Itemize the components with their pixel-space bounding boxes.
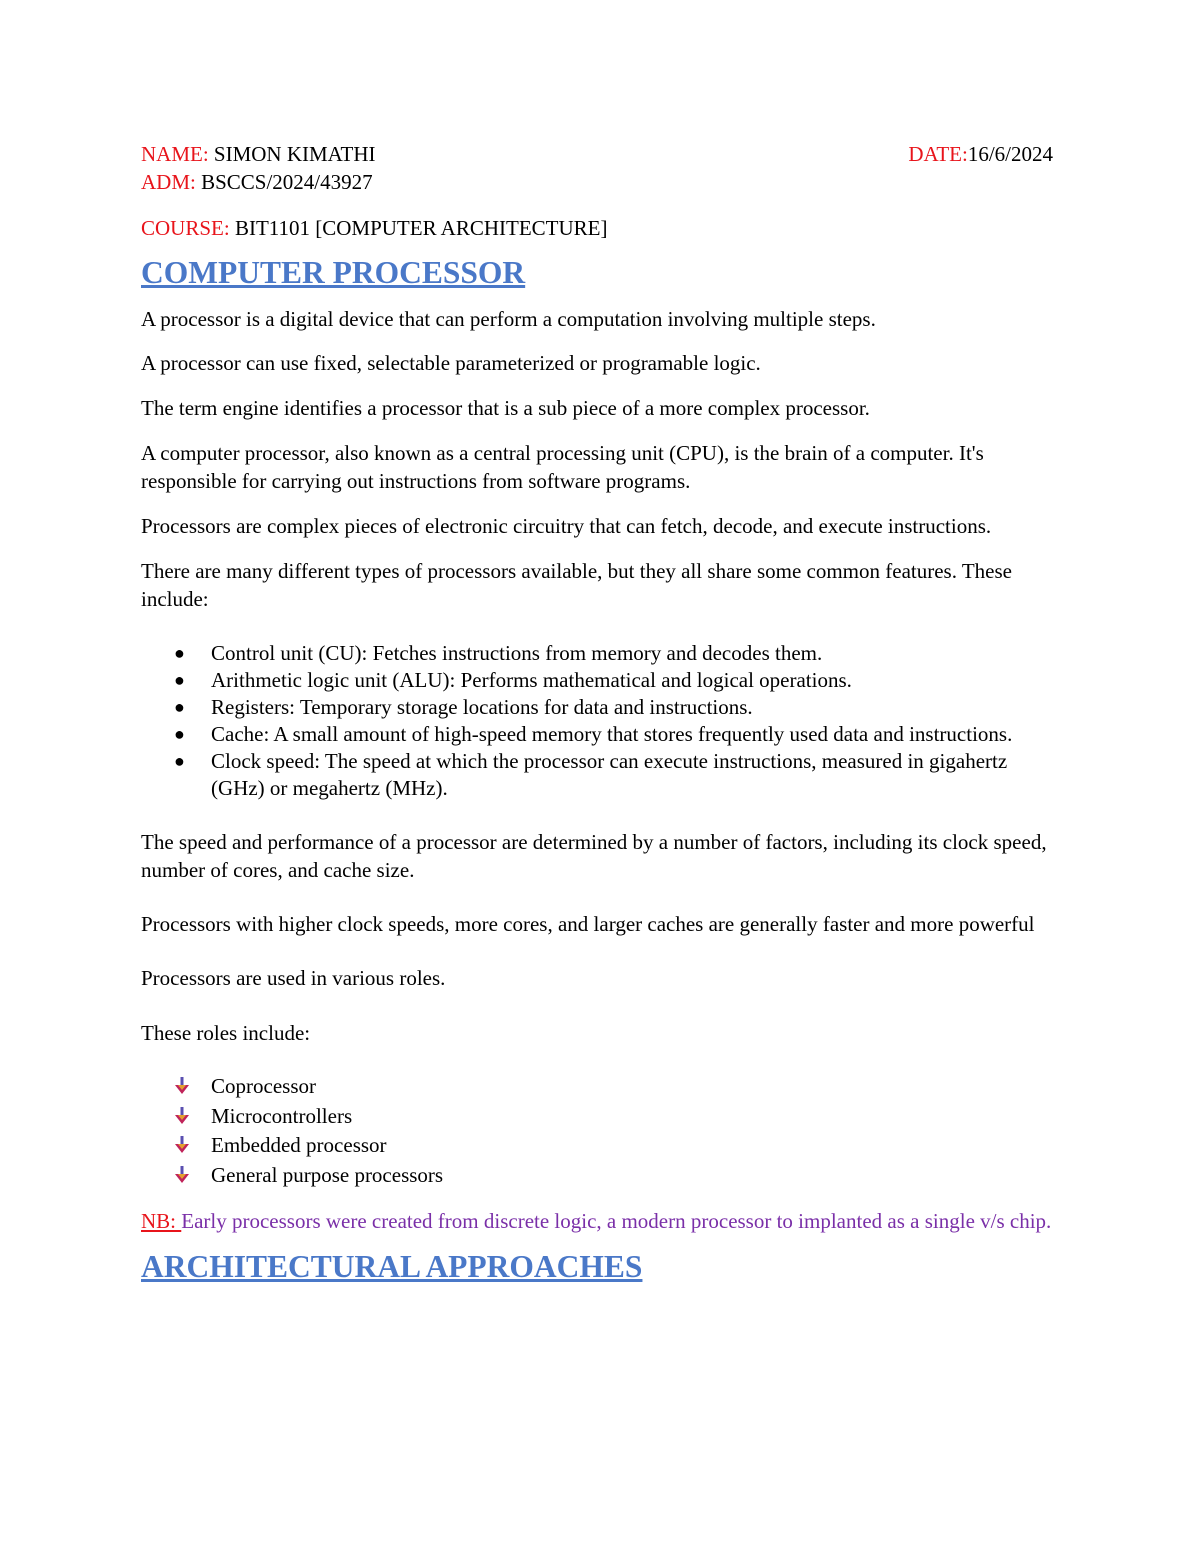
feature-text: Control unit (CU): Fetches instructions from memory and decodes them. — [211, 641, 823, 665]
list-item — [174, 748, 1061, 802]
paragraph: The speed and performance of a processor are determined by a number of factors, including its clock speed, number of cores, and cache size. — [141, 830, 1047, 882]
nb-text: Early processors were created from discrete logic, a modern processor to implanted as a single v/s chip. — [181, 1209, 1052, 1233]
name-field — [141, 140, 376, 168]
list-item — [174, 667, 1061, 694]
role-text: Embedded processor — [211, 1133, 387, 1157]
paragraph: There are many different types of processors available, but they all share some common features. These include: — [141, 559, 1012, 611]
list-item — [211, 1102, 1061, 1132]
name-value: SIMON KIMATHI — [208, 142, 376, 166]
course-label: COURSE: — [141, 216, 230, 240]
bullet-dot-icon: ● — [174, 751, 185, 771]
feature-text: Arithmetic logic unit (ALU): Performs mathematical and logical operations. — [211, 668, 852, 692]
nb-note — [141, 1206, 1061, 1236]
list-item — [174, 694, 1061, 721]
date-label: DATE: — [908, 142, 968, 166]
nb-label: NB: — [141, 1209, 182, 1233]
course-line — [141, 214, 1061, 242]
list-item — [174, 640, 1061, 667]
section-heading-architectural-approaches: ARCHITECTURAL APPROACHES — [141, 1249, 643, 1284]
paragraph: A computer processor, also known as a central processing unit (CPU), is the brain of a computer. It's responsible for carrying out instructions from software programs. — [141, 441, 984, 493]
name-date-line — [141, 140, 1061, 168]
list-item — [211, 1131, 1061, 1161]
role-text: Microcontrollers — [211, 1103, 353, 1128]
course-value: BIT1101 [COMPUTER ARCHITECTURE] — [229, 216, 608, 240]
adm-value: BSCCS/2024/43927 — [195, 170, 373, 194]
paragraph: Processors with higher clock speeds, more cores, and larger caches are generally faster and more powerful — [141, 912, 1035, 936]
list-item — [211, 1072, 1061, 1102]
down-arrow-icon — [175, 1166, 189, 1184]
features-list — [141, 640, 1061, 802]
bullet-dot-icon: ● — [174, 724, 185, 744]
bullet-dot-icon: ● — [174, 697, 185, 717]
adm-line — [141, 168, 1061, 196]
paragraph: A processor can use fixed, selectable parameterized or programable logic. — [141, 351, 761, 375]
down-arrow-icon — [175, 1077, 189, 1095]
paragraph: The term engine identifies a processor that is a sub piece of a more complex processor. — [141, 396, 870, 420]
date-value: 16/6/2024 — [967, 142, 1053, 166]
feature-text: Clock speed: The speed at which the processor can execute instructions, measured in gigahertz (GHz) or megahertz (MHz). — [211, 749, 1008, 800]
role-text: Coprocessor — [211, 1074, 316, 1098]
list-item — [174, 721, 1061, 748]
bullet-dot-icon: ● — [174, 670, 185, 690]
document-page — [141, 140, 1061, 1284]
down-arrow-icon — [175, 1136, 189, 1154]
list-item — [211, 1161, 1061, 1191]
paragraph: A processor is a digital device that can perform a computation involving multiple steps. — [141, 307, 876, 331]
section-heading-computer-processor: COMPUTER PROCESSOR — [141, 255, 526, 290]
roles-list — [141, 1072, 1061, 1190]
date-field — [908, 140, 1053, 168]
bullet-dot-icon: ● — [174, 643, 185, 663]
down-arrow-icon — [175, 1107, 189, 1125]
feature-text: Registers: Temporary storage locations for data and instructions. — [211, 695, 753, 719]
role-text: General purpose processors — [211, 1162, 444, 1187]
paragraph: These roles include: — [141, 1021, 311, 1045]
feature-text: Cache: A small amount of high-speed memory that stores frequently used data and instructions. — [211, 722, 1013, 746]
name-label: NAME: — [141, 142, 209, 166]
paragraph: Processors are complex pieces of electronic circuitry that can fetch, decode, and execute instructions. — [141, 514, 992, 538]
adm-label: ADM: — [141, 170, 196, 194]
paragraph: Processors are used in various roles. — [141, 966, 446, 990]
